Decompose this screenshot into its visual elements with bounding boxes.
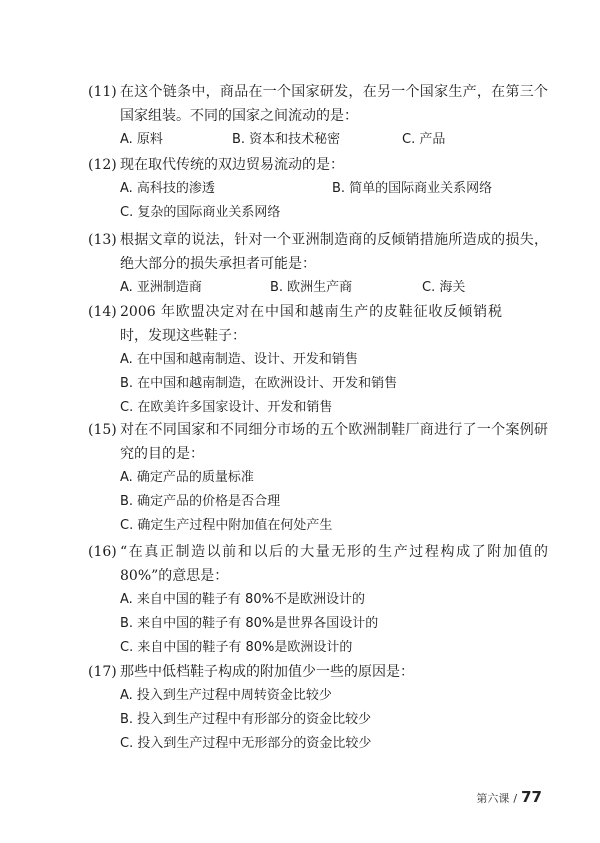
option-b[interactable]: B. 欧洲生产商 xyxy=(270,280,353,295)
option-a[interactable]: A. 来自中国的鞋子有 80%不是欧洲设计的 xyxy=(120,592,365,607)
question-number: (17) xyxy=(88,664,117,680)
option-c[interactable]: C. 在欧美许多国家设计、开发和销售 xyxy=(120,400,333,415)
option-a[interactable]: A. 确定产品的质量标准 xyxy=(120,470,254,485)
option-list xyxy=(120,466,548,538)
question-stem: 根据文章的说法，针对一个亚洲制造商的反倾销措施所造成的损失，绝大部分的损失承担者可能是： xyxy=(120,232,548,272)
option-list xyxy=(120,684,548,756)
question-stem: 那些中低档鞋子构成的附加值少一些的原因是： xyxy=(120,664,414,680)
question-15 xyxy=(88,418,548,538)
question-13 xyxy=(88,228,548,300)
option-a[interactable]: A. 在中国和越南制造、设计、开发和销售 xyxy=(120,352,358,367)
option-b[interactable]: B. 简单的国际商业关系网络 xyxy=(332,181,493,196)
option-b[interactable]: B. 来自中国的鞋子有 80%是世界各国设计的 xyxy=(120,616,379,631)
option-c[interactable]: C. 投入到生产过程中无形部分的资金比较少 xyxy=(120,736,372,751)
option-list xyxy=(120,276,548,300)
question-number: (12) xyxy=(88,157,117,173)
question-stem: 对在不同国家和不同细分市场的五个欧洲制鞋厂商进行了一个案例研究的目的是： xyxy=(120,422,548,462)
footer-separator: / xyxy=(513,792,518,805)
option-c[interactable]: C. 海关 xyxy=(422,280,466,295)
option-c[interactable]: C. 产品 xyxy=(402,132,446,147)
option-a[interactable]: A. 亚洲制造商 xyxy=(120,280,202,295)
option-b[interactable]: B. 在中国和越南制造，在欧洲设计、开发和销售 xyxy=(120,376,398,391)
question-16 xyxy=(88,540,548,660)
question-number: (13) xyxy=(88,232,117,248)
option-c[interactable]: C. 复杂的国际商业关系网络 xyxy=(120,205,281,220)
option-b[interactable]: B. 投入到生产过程中有形部分的资金比较少 xyxy=(120,712,372,727)
question-stem: 现在取代传统的双边贸易流动的是： xyxy=(120,157,344,173)
option-a[interactable]: A. 原料 xyxy=(120,132,163,147)
question-number: (14) xyxy=(88,304,117,320)
question-14 xyxy=(88,300,548,420)
question-number: (15) xyxy=(88,422,117,438)
option-a[interactable]: A. 投入到生产过程中周转资金比较少 xyxy=(120,688,332,703)
option-a[interactable]: A. 高科技的渗透 xyxy=(120,181,215,196)
option-list xyxy=(120,177,548,225)
option-b[interactable]: B. 资本和技术秘密 xyxy=(232,132,341,147)
lesson-label: 第六课 xyxy=(476,792,510,805)
question-stem: 2006 年欧盟决定对在中国和越南生产的皮鞋征收反倾销税时，发现这些鞋子： xyxy=(120,304,502,344)
question-number: (11) xyxy=(88,84,117,100)
page-number: 77 xyxy=(521,788,542,806)
option-list xyxy=(120,128,548,152)
question-stem: 在这个链条中，商品在一个国家研发，在另一个国家生产，在第三个国家组装。不同的国家之间流动的是： xyxy=(120,84,548,124)
question-17 xyxy=(88,660,548,756)
option-list xyxy=(120,348,548,420)
question-stem: “在真正制造以前和以后的大量无形的生产过程构成了附加值的 80%”的意思是： xyxy=(120,544,548,584)
page-footer xyxy=(476,788,542,806)
option-c[interactable]: C. 来自中国的鞋子有 80%是欧洲设计的 xyxy=(120,640,353,655)
option-c[interactable]: C. 确定生产过程中附加值在何处产生 xyxy=(120,518,333,533)
question-12 xyxy=(88,153,548,225)
option-b[interactable]: B. 确定产品的价格是否合理 xyxy=(120,494,281,509)
question-11 xyxy=(88,80,548,152)
option-list xyxy=(120,588,548,660)
question-number: (16) xyxy=(88,544,117,560)
